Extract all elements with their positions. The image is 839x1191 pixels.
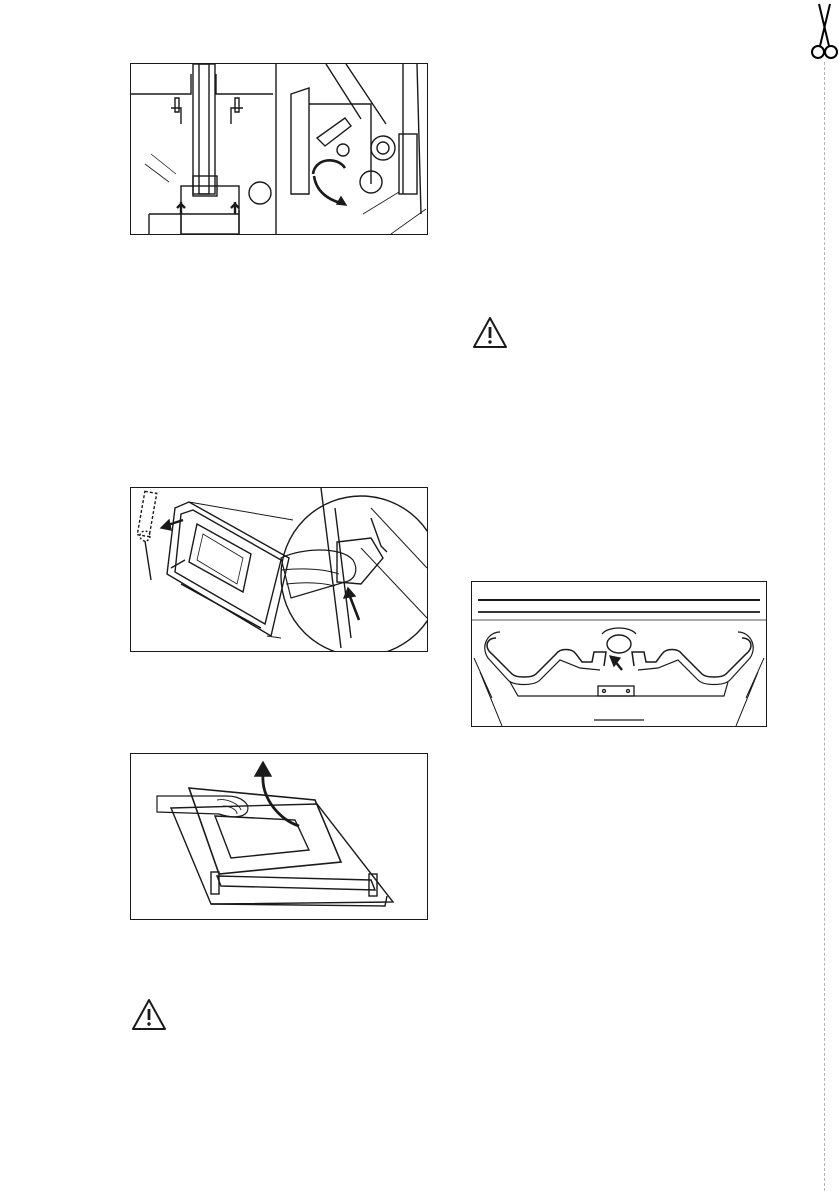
figure-oven-light-cover: [471, 581, 767, 727]
warning-triangle-icon: [472, 316, 508, 350]
cut-line: [824, 62, 825, 1191]
figure-hinge-release: [130, 63, 428, 235]
figure-door-panel-removal: [130, 487, 428, 652]
scissors-icon: [810, 0, 839, 62]
warning-triangle-icon: [131, 998, 167, 1032]
figure-glass-panel-lift: [130, 753, 428, 920]
